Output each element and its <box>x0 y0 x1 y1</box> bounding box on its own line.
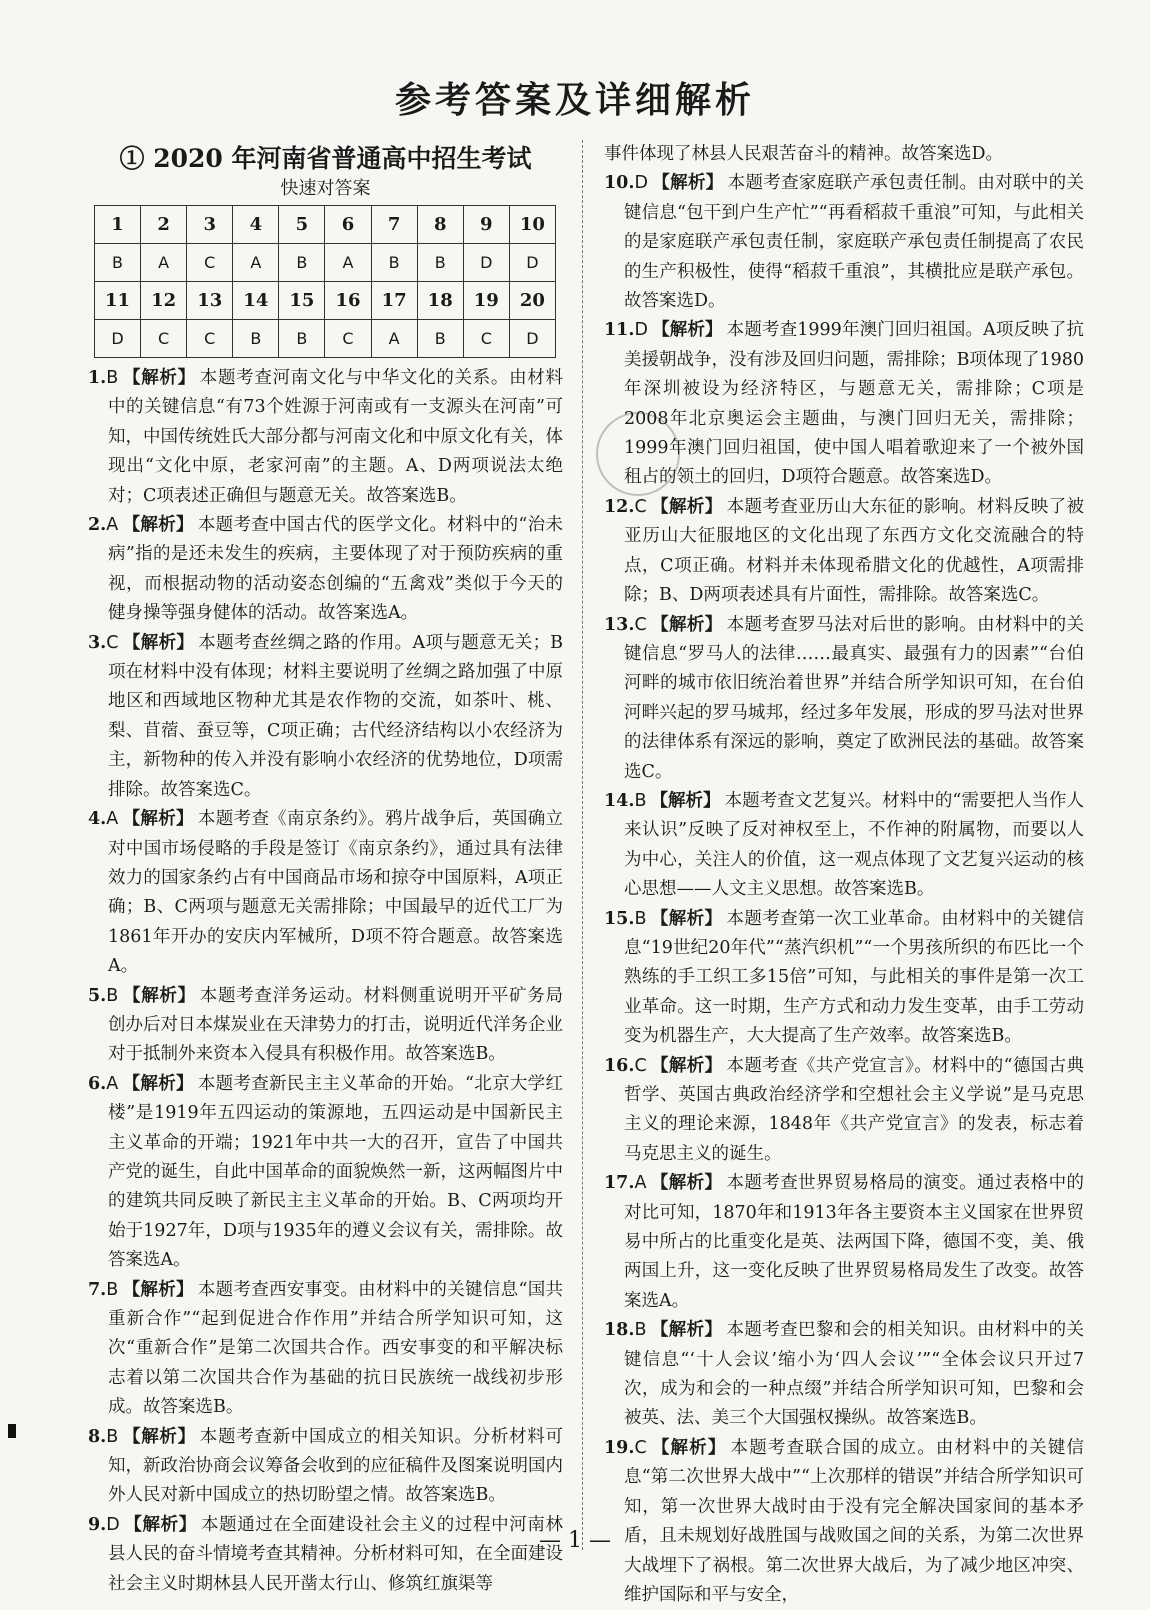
answer-row-answers-1 <box>95 244 556 282</box>
explanation-text: 本题考查第一次工业革命。由材料中的关键信息“19世纪20年代”“蒸汽织机”“一个男孩所织的布匹比一个熟练的手工织工多15倍”可知，与此相关的事件是第一次工业革命。这一时期，生产方式和动力发生变革，由手工劳动变为机器生产，大大提高了生产效率。故答案选B。 <box>624 908 1085 1047</box>
answer-number-cell: 1 <box>95 206 141 244</box>
explanation-item <box>88 1070 563 1276</box>
explanation-text: 本题考查《共产党宣言》。材料中的“德国古典哲学、英国古典政治经济学和空想社会主义学说”是马克思主义的理论来源，1848年《共产党宣言》的发表，标志着马克思主义的诞生。 <box>624 1055 1084 1164</box>
explanation-text: 本题考查亚历山大东征的影响。材料反映了被亚历山大征服地区的文化出现了东西方文化交流融合的特点，C项正确。材料并未体现希腊文化的优越性，A项需排除；B、D两项表述具有片面性，需排除。故答案选C。 <box>624 496 1085 606</box>
question-number: 10. <box>604 173 635 194</box>
explanation-text: 本题考查世界贸易格局的演变。通过表格中的对比可知，1870年和1913年各主要资本主义国家在世界贸易中所占的比重变化是英、法两国下降，德国不变，美、俄两国上升，这一变化反映了世界贸易格局发生了改变。故答案选A。 <box>624 1173 1085 1311</box>
margin-mark <box>8 1424 16 1438</box>
answer-cell: B <box>279 244 325 282</box>
explanation-item <box>604 1052 1084 1170</box>
analysis-tag: 【解析】 <box>122 1073 194 1094</box>
answer-cell: C <box>463 320 509 358</box>
explanation-item <box>604 493 1084 611</box>
analysis-tag: 【解析】 <box>122 1426 196 1447</box>
answer-cell: B <box>95 244 141 282</box>
analysis-tag: 【解析】 <box>650 1320 723 1341</box>
right-explanations <box>604 169 1084 1610</box>
answer-number-cell: 3 <box>187 206 233 244</box>
explanation-item <box>88 1276 563 1423</box>
analysis-tag: 【解析】 <box>651 320 723 341</box>
explanation-text: 本题考查西安事变。由材料中的关键信息“国共重新合作”“起到促进合作作用”并结合所学知识可知，这次“重新合作”是第二次国共合作。西安事变的和平解决标志着以第二次国共合作为基础的抗日民族统一战线初步形成。故答案选B。 <box>108 1279 564 1418</box>
question-number: 17. <box>604 1173 635 1194</box>
left-explanations <box>88 364 563 1599</box>
explanation-text: 本题考查文艺复兴。材料中的“需要把人当作人来认识”反映了反对神权至上，不作神的附属物，而要以人为中心，关注人的价值，这一观点体现了文艺复兴运动的核心思想——人文主义思想。故答案选B。 <box>624 790 1085 900</box>
analysis-tag: 【解析】 <box>650 790 721 811</box>
answer-row-numbers-2 <box>95 282 556 320</box>
left-column <box>88 140 563 1599</box>
answer-cell: B <box>417 244 463 282</box>
analysis-tag: 【解析】 <box>650 1437 727 1458</box>
question-number: 2. <box>88 515 107 536</box>
analysis-tag: 【解析】 <box>650 1173 723 1194</box>
explanation-item <box>604 1316 1084 1434</box>
analysis-tag: 【解析】 <box>122 515 194 536</box>
explanation-item <box>88 1423 563 1511</box>
explanation-item <box>88 982 563 1070</box>
analysis-tag: 【解析】 <box>122 985 196 1006</box>
answer-cell: B <box>279 320 325 358</box>
analysis-tag: 【解析】 <box>651 173 724 194</box>
question-number: 7. <box>88 1279 107 1300</box>
question-answer: B <box>634 908 647 929</box>
question-answer: C <box>106 632 119 653</box>
question-number: 1. <box>88 368 107 388</box>
answer-number-cell: 16 <box>325 282 371 320</box>
question-number: 9. <box>88 1514 107 1535</box>
analysis-tag: 【解析】 <box>122 368 196 388</box>
explanation-text: 本题考查巴黎和会的相关知识。由材料中的关键信息“‘十人会议’缩小为‘四人会议’”“全体会议只开过7次，成为和会的一种点缀”并结合所学知识可知，巴黎和会被英、法、美三个大国强权操纵。故答案选B。 <box>624 1320 1085 1429</box>
answer-number-cell: 10 <box>509 206 555 244</box>
analysis-tag: 【解析】 <box>650 614 723 635</box>
explanation-text: 本题考查丝绸之路的作用。A项与题意无关；B项在材料中没有体现；材料主要说明了丝绸之路加强了中原地区和西域地区物种尤其是农作物的交流，如茶叶、桃、梨、苜蓿、蚕豆等，C项正确；古代经济结构以小农经济为主，新物种的传入并没有影响小农经济的优势地位，D项需排除。故答案选C。 <box>108 632 564 800</box>
question-number: 12. <box>604 496 635 517</box>
explanation-text: 本题考查新中国成立的相关知识。分析材料可知，新政治协商会议筹备会收到的应征稿件及图案说明国内外人民对新中国成立的热切盼望之情。故答案选B。 <box>108 1426 564 1506</box>
page-title: 参考答案及详细解析 <box>394 79 755 121</box>
question-answer: B <box>106 1426 119 1447</box>
answer-row-answers-2 <box>95 320 556 358</box>
analysis-tag: 【解析】 <box>650 908 723 929</box>
explanation-item <box>604 1169 1084 1316</box>
question-answer: B <box>106 985 119 1006</box>
explanation-text: 本题考查1999年澳门回归祖国。A项反映了抗美援朝战争，没有涉及回归问题，需排除；B项体现了1980年深圳被设为经济特区，与题意无关，需排除；C项是2008年北京奥运会主题曲，与澳门回归无关，需排除；1999年澳门回归祖国，使中国人唱着歌迎来了一个被外国租占的领土的回归，D项符合题意。故答案选D。 <box>624 320 1084 488</box>
question-answer: C <box>634 614 647 635</box>
question-answer: B <box>634 790 647 811</box>
question-number: 11. <box>604 320 635 341</box>
answer-number-cell: 4 <box>233 206 279 244</box>
explanation-text: 本题考查家庭联产承包责任制。由对联中的关键信息“包干到户生产忙”“再看稻菽千重浪”可知，与此相关的是家庭联产承包责任制，家庭联产承包责任制提高了农民的生产积极性，使得“稻菽千重浪”，其横批应是联产承包。故答案选D。 <box>624 173 1085 312</box>
answer-cell: B <box>233 320 279 358</box>
question-number: 6. <box>88 1073 107 1094</box>
answer-number-cell: 12 <box>141 282 187 320</box>
explanation-item <box>604 1434 1084 1610</box>
answer-number-cell: 18 <box>417 282 463 320</box>
question-answer: C <box>634 1055 647 1076</box>
explanation-text: 本题通过在全面建设社会主义的过程中河南林县人民的奋斗情境考查其精神。分析材料可知，在全面建设社会主义时期林县人民开凿太行山、修筑红旗渠等 <box>108 1514 564 1594</box>
answer-cell: A <box>141 244 187 282</box>
answer-number-cell: 6 <box>325 206 371 244</box>
explanation-text: 本题考查中国古代的医学文化。材料中的“治未病”指的是还未发生的疾病，主要体现了对于预防疾病的重视，而根据动物的活动姿态创编的“五禽戏”类似于今天的健身操等强身健体的活动。故答案选A。 <box>108 515 563 624</box>
continued-text: 事件体现了林县人民艰苦奋斗的精神。故答案选D。 <box>604 144 1004 164</box>
answer-cell: D <box>509 320 555 358</box>
column-divider <box>582 140 583 1550</box>
question-answer: D <box>634 173 648 194</box>
answer-number-cell: 14 <box>233 282 279 320</box>
explanation-item <box>604 169 1084 316</box>
answer-number-cell: 13 <box>187 282 233 320</box>
answer-number-cell: 7 <box>371 206 417 244</box>
question-answer: A <box>106 1073 119 1094</box>
question-answer: A <box>106 515 119 536</box>
explanation-item <box>604 611 1084 787</box>
question-answer: A <box>106 809 119 830</box>
question-number: 18. <box>604 1320 635 1341</box>
answer-number-cell: 15 <box>279 282 325 320</box>
answer-cell: D <box>463 244 509 282</box>
answer-cell: B <box>371 244 417 282</box>
answer-cell: C <box>187 244 233 282</box>
answer-table <box>94 205 556 358</box>
question-number: 15. <box>604 908 635 929</box>
explanation-item <box>88 629 563 805</box>
question-number: 16. <box>604 1055 635 1076</box>
answer-number-cell: 2 <box>141 206 187 244</box>
question-answer: B <box>106 1279 119 1300</box>
answer-number-cell: 8 <box>417 206 463 244</box>
question-answer: B <box>106 368 119 388</box>
quick-answer-label: 快速对答案 <box>280 178 371 199</box>
analysis-tag: 【解析】 <box>122 1279 194 1300</box>
question-number: 4. <box>88 809 107 830</box>
explanation-text: 本题考查联合国的成立。由材料中的关键信息“第二次世界大战中”“上次那样的错误”并结合所学知识可知，第一次世界大战时由于没有完全解决国家间的基本矛盾，且未规划好战胜国与战败国之间的关系，为第二次世界大战埋下了祸根。第二次世界大战后，为了减少地区冲突、维护国际和平与安全， <box>624 1437 1085 1605</box>
answer-number-cell: 17 <box>371 282 417 320</box>
explanation-item <box>604 905 1084 1052</box>
question-number: 8. <box>88 1426 107 1447</box>
explanation-item <box>88 1511 563 1599</box>
explanation-item <box>88 805 563 981</box>
explanation-text: 本题考查河南文化与中华文化的关系。由材料中的关键信息“有73个姓源于河南或有一支源头在河南”可知，中国传统姓氏大部分都与河南文化和中原文化有关，体现出“文化中原，老家河南”的主题。A、D两项说法太绝对；C项表述正确但与题意无关。故答案选B。 <box>108 368 564 506</box>
exam-title: ① 2020 年河南省普通高中招生考试 <box>119 144 532 173</box>
analysis-tag: 【解析】 <box>123 1514 197 1535</box>
page-number: — 1 — <box>539 1528 611 1553</box>
question-answer: C <box>634 496 647 517</box>
answer-cell: C <box>325 320 371 358</box>
explanation-text: 本题考查罗马法对后世的影响。由材料中的关键信息“罗马人的法律……最真实、最强有力的因素”“台伯河畔的城市依旧统治着世界”并结合所学知识可知，在台伯河畔兴起的罗马城邦，经过多年发展，形成的罗马法对世界的法律体系有深远的影响，奠定了欧洲民法的基础。故答案选C。 <box>624 614 1085 782</box>
analysis-tag: 【解析】 <box>650 496 723 517</box>
question-answer: B <box>634 1320 647 1341</box>
answer-number-cell: 5 <box>279 206 325 244</box>
question-number: 13. <box>604 614 635 635</box>
explanation-text: 本题考查新民主主义革命的开始。“北京大学红楼”是1919年五四运动的策源地，五四运动是中国新民主主义革命的开端；1921年中共一大的召开，宣告了中国共产党的诞生，自此中国革命的面貌焕然一新，这两幅图片中的建筑共同反映了新民主主义革命的开始。B、C两项均开始于1927年，D项与1935年的遵义会议有关，需排除。故答案选A。 <box>108 1073 563 1271</box>
explanation-text: 本题考查洋务运动。材料侧重说明开平矿务局创办后对日本煤炭业在天津势力的打击，说明近代洋务企业对于抵制外来资本入侵具有积极作用。故答案选B。 <box>108 985 564 1065</box>
analysis-tag: 【解析】 <box>650 1055 723 1076</box>
answer-cell: B <box>417 320 463 358</box>
right-column <box>604 140 1084 1610</box>
answer-number-cell: 9 <box>463 206 509 244</box>
answer-number-cell: 19 <box>463 282 509 320</box>
answer-number-cell: 11 <box>95 282 141 320</box>
question-number: 14. <box>604 790 635 811</box>
answer-cell: A <box>233 244 279 282</box>
answer-cell: D <box>95 320 141 358</box>
question-number: 3. <box>88 632 107 653</box>
answer-cell: C <box>187 320 233 358</box>
explanation-item <box>88 511 563 629</box>
explanation-text: 本题考查《南京条约》。鸦片战争后，英国确立对中国市场侵略的手段是签订《南京条约》，通过具有法律效力的国家条约占有中国商品市场和掠夺中国原料，A项正确；B、C两项与题意无关需排除；中国最早的近代工厂为1861年开办的安庆内军械所，D项不符合题意。故答案选A。 <box>108 809 564 977</box>
answer-cell: C <box>141 320 187 358</box>
explanation-item <box>604 316 1084 492</box>
analysis-tag: 【解析】 <box>122 632 195 653</box>
answer-cell: A <box>325 244 371 282</box>
explanation-item <box>88 364 563 511</box>
question-number: 5. <box>88 985 107 1006</box>
question-answer: D <box>634 320 648 341</box>
answer-cell: D <box>509 244 555 282</box>
answer-cell: A <box>371 320 417 358</box>
analysis-tag: 【解析】 <box>122 809 194 830</box>
answer-number-cell: 20 <box>509 282 555 320</box>
question-answer: C <box>634 1437 647 1458</box>
explanation-item <box>604 787 1084 905</box>
answer-row-numbers-1 <box>95 206 556 244</box>
question-number: 19. <box>604 1437 635 1458</box>
question-answer: D <box>106 1514 120 1535</box>
question-answer: A <box>634 1173 647 1194</box>
